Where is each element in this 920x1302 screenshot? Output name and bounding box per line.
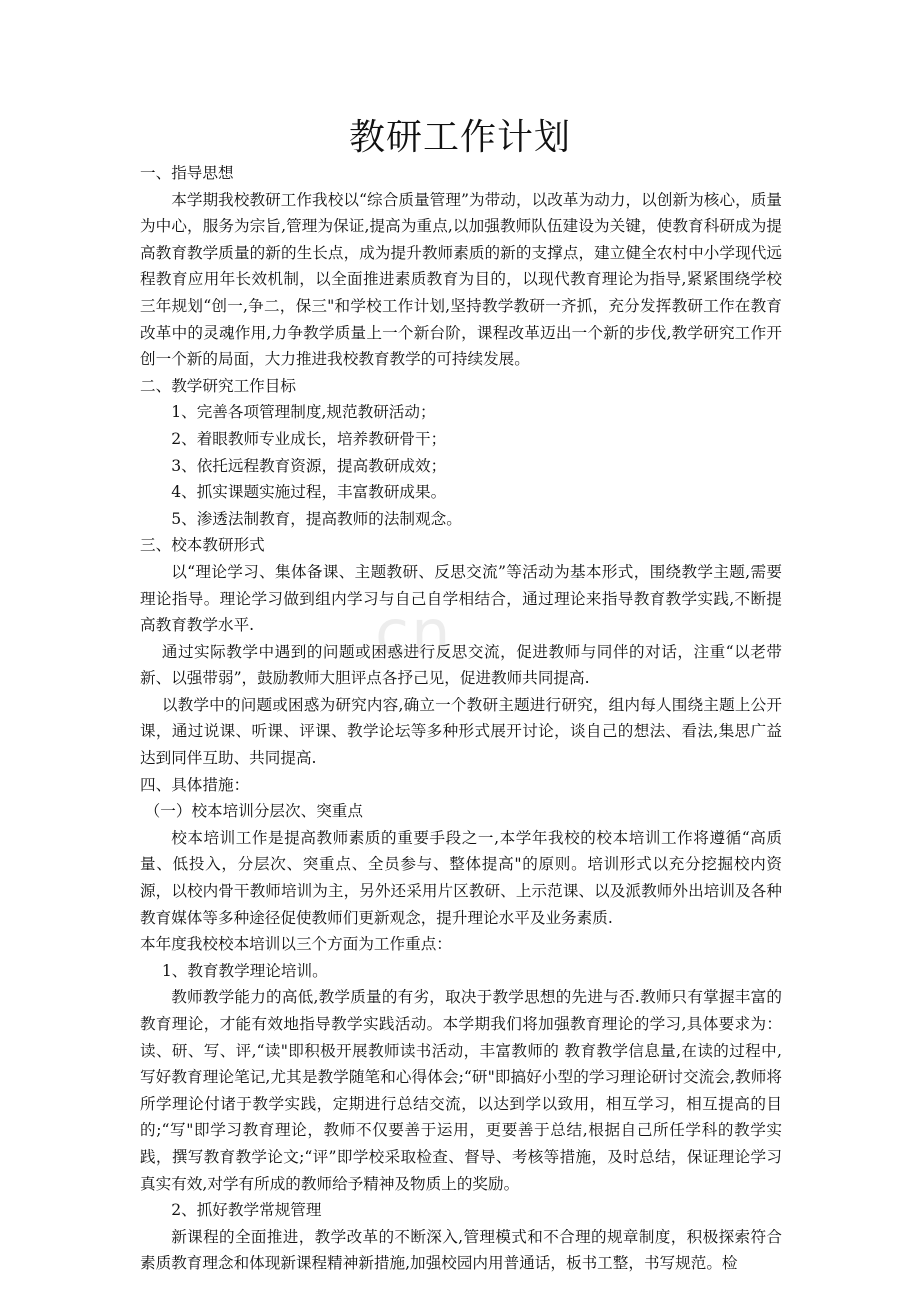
list-item: 4、抓实课题实施过程，丰富教研成果。 (171, 483, 447, 502)
paragraph: 本年度我校校本培训以三个方面为工作重点： (140, 935, 452, 954)
paragraph: 新课程的全面推进，教学改革的不断深入,管理模式和不合理的规章制度，积极探索符合素质教育理念和体现新课程精神新措施,加强校园内用普通话，板书工整，书写规范。检 (140, 1227, 782, 1273)
paragraph: 本学期我校教研工作我校以“综合质量管理”为带动，以改革为动力，以创新为核心，质量为中心，服务为宗旨,管理为保证,提高为重点,以加强教师队伍建设为关键，使教育科研成为提高教育教学质量的新的生长点，成为提升教师素质的新的支撑点，建立健全农村中小学现代远程教育应用年长效机制，以全面推进素质教育为目的，以现代教育理论为指导,紧紧围绕学校三年规划“创一,争二，保三"和学校工作计划,坚持教学教研一齐抓，充分发挥教研工作在教育改革中的灵魂作用,力争教学质量上一个新台阶，课程改革迈出一个新的步伐,教学研究工作开创一个新的局面，大力推进我校教育教学的可持续发展。 (140, 190, 782, 369)
list-item: 2、着眼教师专业成长，培养教研骨干； (171, 429, 447, 448)
list-item: 5、渗透法制教育，提高教师的法制观念。 (171, 509, 462, 528)
subsection-heading: （一）校本培训分层次、突重点 (144, 802, 363, 821)
section-heading: 四、具体措施： (140, 775, 250, 794)
section-heading: 一、指导思想 (140, 164, 234, 182)
paragraph: 通过实际教学中遇到的问题或困惑进行反思交流，促进教师与同伴的对话，注重“以老带新、以强带弱”，鼓励教师大胆评点各抒己见，促进教师共同提高. (140, 642, 782, 688)
list-item: 1、完善各项管理制度,规范教研活动； (171, 403, 436, 422)
paragraph: 以“理论学习、集体备课、主题教研、反思交流”等活动为基本形式，围绕教学主题,需要理论指导。理论学习做到组内学习与自己自学相结合，通过理论来指导教育教学实践,不断提高教育教学水平. (140, 562, 782, 635)
paragraph: 以教学中的问题或困惑为研究内容,确立一个教研主题进行研究，组内每人围绕主题上公开课，通过说课、听课、评课、教学论坛等多种形式展开讨论，谈自己的想法、看法,集思广益达到同伴互助、共同提高. (140, 695, 782, 768)
paragraph: 教师教学能力的高低,教学质量的有劣，取决于教学思想的先进与否.教师只有掌握丰富的教育理论，才能有效地指导教学实践活动。本学期我们将加强教育理论的学习,具体要求为：读、研、写、评,“读"即积极开展教师读书活动，丰富教师的 教育教学信息量,在读的过程中,写好教育理论笔记,尤其是教学随笔和心得体会;“研"即搞好小型的学习理论研讨交流会,教师将所学理论付诸于教学实践，定期进行总结交流，以达到学以致用，相互学习，相互提高的目的;“写"即学习教育理论，教师不仅要善于运用，更要善于总结,根据自己所任学科的教学实践，撰写教育教学论文;“评”即学校采取检查、督导、考核等措施，及时总结，保证理论学习真实有效,对学有所成的教师给予精神及物质上的奖励。 (140, 988, 782, 1193)
paragraph: 2、抓好教学常规管理 (171, 1201, 322, 1220)
paragraph: 校本培训工作是提高教师素质的重要手段之一,本学年我校的校本培训工作将遵循“高质量、低投入，分层次、突重点、全员参与、整体提高"的原则。培训形式以充分挖掘校内资源，以校内骨干教师培训为主，另外还采用片区教研、上示范课、以及派教师外出培训及各种教育媒体等多种途径促使教师们更新观念，提升理论水平及业务素质. (140, 828, 782, 927)
document-body (140, 160, 782, 1277)
section-heading: 三、校本教研形式 (140, 536, 265, 555)
watermark: cn (375, 596, 453, 669)
section-heading: 二、教学研究工作目标 (140, 376, 296, 395)
document-title: 教研工作计划 (348, 117, 571, 158)
paragraph: 1、教育教学理论培训。 (161, 961, 328, 980)
list-item: 3、依托远程教育资源，提高教研成效； (171, 456, 447, 475)
